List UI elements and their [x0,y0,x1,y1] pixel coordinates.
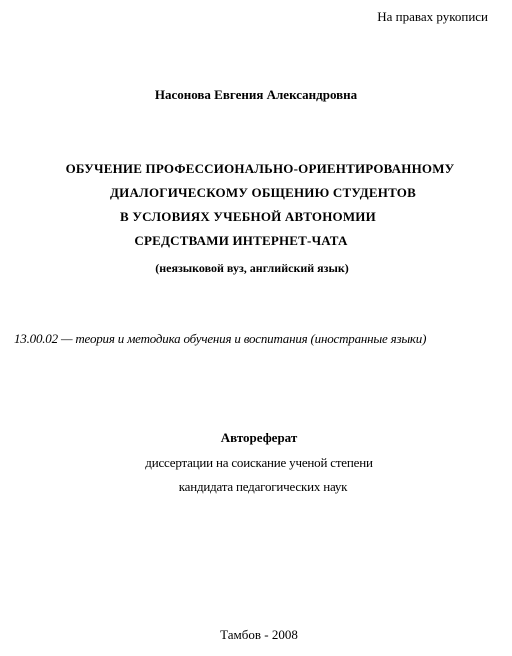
title-line-3: В УСЛОВИЯХ УЧЕБНОЙ АВТОНОМИИ [120,209,376,224]
title-line-4: СРЕДСТВАМИ ИНТЕРНЕТ-ЧАТА [134,233,348,248]
author-name: Насонова Евгения Александровна [154,87,358,102]
abstract-label: Автореферат [220,430,298,445]
title-line-1: ОБУЧЕНИЕ ПРОФЕССИОНАЛЬНО-ОРИЕНТИРОВАННОМУ [65,161,455,176]
rights-note: На правах рукописи [377,9,488,24]
degree-description-line-2: кандидата педагогических наук [178,479,348,494]
city-year: Тамбов - 2008 [220,627,298,642]
title-line-2: ДИАЛОГИЧЕСКОМУ ОБЩЕНИЮ СТУДЕНТОВ [110,185,416,200]
degree-description-line-1: диссертации на соискание ученой степени [145,455,373,470]
subtitle: (неязыковой вуз, английский язык) [155,261,349,275]
specialty-code: 13.00.02 — теория и методика обучения и воспитания (иностранные языки) [14,331,427,346]
dissertation-title [0,160,512,256]
